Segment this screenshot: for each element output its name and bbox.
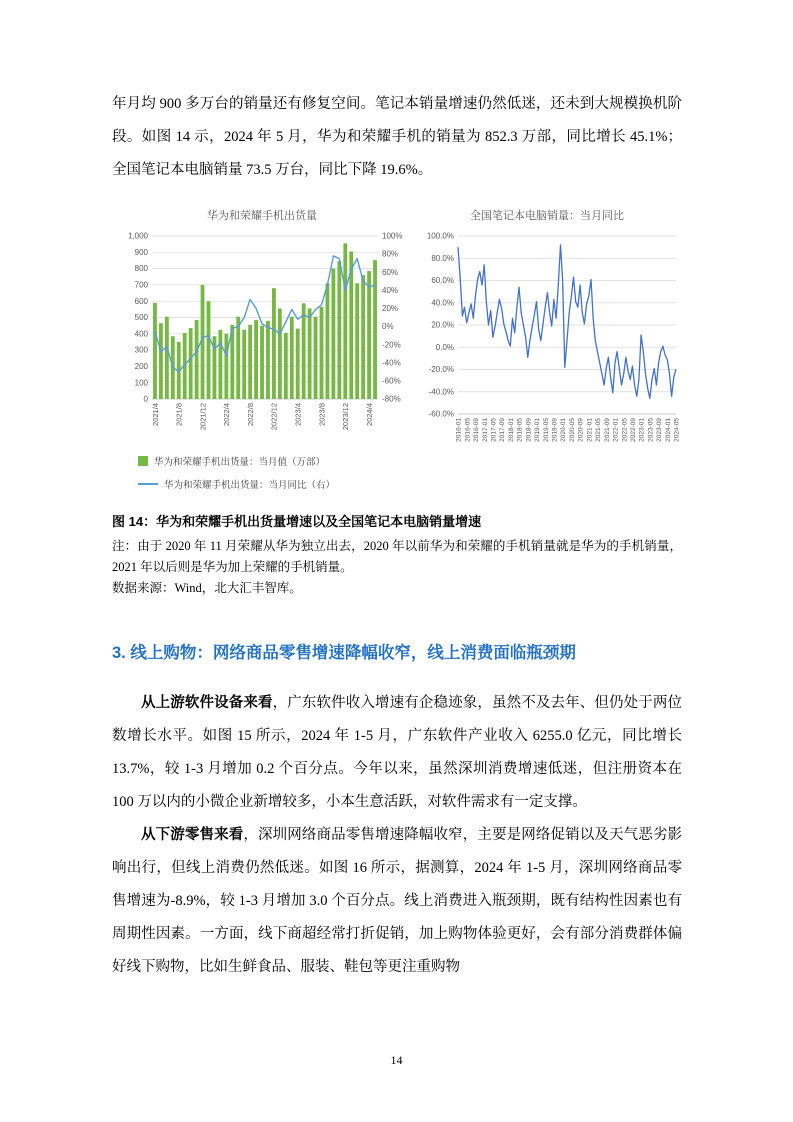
svg-text:2018-05: 2018-05: [516, 418, 524, 442]
figure-block: [112, 203, 682, 599]
svg-text:2024-01: 2024-01: [664, 418, 672, 442]
laptop-chart-canvas: [412, 229, 682, 459]
svg-text:2017-01: 2017-01: [481, 418, 489, 442]
svg-text:300: 300: [134, 345, 148, 355]
legend-bar-label: 华为和荣耀手机出货量：当月值（万部）: [154, 457, 326, 468]
svg-text:2021/8: 2021/8: [174, 403, 184, 426]
intro-paragraph: 年月均 900 多万台的销量还有修复空间。笔记本销量增速仍然低迷，还未到大规模换机阶段。如图 14 示，2024 年 5 月，华为和荣耀手机的销量为 852.3 万部，同比增长 45.1%；全国笔记本电脑销量 73.5 万台，同比下降 19.6%。: [112, 96, 682, 178]
svg-text:2021/12: 2021/12: [198, 403, 208, 431]
laptop-sales-chart: [412, 203, 682, 464]
software-paragraph-text: ，广东软件收入增速有企稳迹象，虽然不及去年、但仍处于两位数增长水平。如图 15 所示，2024 年 1-5 月，广东软件产业收入 6255.0 亿元，同比增长 13.7%，较 1-3 月增加 0.2 个百分点。今年以来，虽然深圳消费增速低迷，但注册资本在 100 万以内的小微企业新增较多，小本生意活跃，对软件需求有一定支撑。: [112, 695, 682, 810]
svg-text:2021-01: 2021-01: [586, 418, 594, 442]
legend-item-bar: [138, 454, 412, 468]
svg-text:100%: 100%: [382, 231, 403, 241]
svg-text:700: 700: [134, 280, 148, 290]
svg-text:-60.0%: -60.0%: [428, 409, 454, 419]
svg-text:2020-09: 2020-09: [577, 418, 585, 442]
svg-text:2023-09: 2023-09: [656, 418, 664, 442]
svg-text:2022-05: 2022-05: [621, 418, 629, 442]
svg-text:2023-01: 2023-01: [638, 418, 646, 442]
svg-text:2022-01: 2022-01: [612, 418, 620, 442]
svg-text:2019-05: 2019-05: [542, 418, 550, 442]
figure-source: 数据来源：Wind，北大汇丰智库。: [112, 581, 302, 595]
svg-text:2019-01: 2019-01: [534, 418, 542, 442]
svg-text:800: 800: [134, 264, 148, 274]
software-paragraph: [112, 687, 682, 819]
legend-line-swatch: [138, 483, 158, 485]
software-paragraph-lead: 从上游软件设备来看: [141, 695, 273, 711]
svg-text:2021/4: 2021/4: [150, 403, 160, 426]
svg-text:100.0%: 100.0%: [426, 231, 454, 241]
svg-text:2023/4: 2023/4: [293, 403, 303, 426]
svg-text:60.0%: 60.0%: [431, 276, 454, 286]
svg-text:500: 500: [134, 313, 148, 323]
svg-text:2016-09: 2016-09: [473, 418, 481, 442]
svg-text:2024/4: 2024/4: [364, 403, 374, 426]
svg-text:-20%: -20%: [382, 340, 401, 350]
svg-text:400: 400: [134, 329, 148, 339]
svg-text:-60%: -60%: [382, 376, 401, 386]
svg-text:2021-09: 2021-09: [603, 418, 611, 442]
svg-text:-40.0%: -40.0%: [428, 387, 454, 397]
svg-text:2022/4: 2022/4: [222, 403, 232, 426]
svg-text:2018-09: 2018-09: [525, 418, 533, 442]
svg-text:2020-01: 2020-01: [560, 418, 568, 442]
phone-chart-title: 华为和荣耀手机出货量: [207, 210, 317, 222]
svg-text:2017-05: 2017-05: [490, 418, 498, 442]
legend-item-line: [138, 477, 412, 491]
svg-text:600: 600: [134, 296, 148, 306]
svg-text:-20.0%: -20.0%: [428, 365, 454, 375]
svg-text:200: 200: [134, 362, 148, 371]
svg-text:2023/12: 2023/12: [341, 403, 351, 431]
phone-chart-canvas: [112, 229, 412, 441]
svg-text:2017-09: 2017-09: [499, 418, 507, 442]
svg-text:-40%: -40%: [382, 358, 401, 368]
svg-text:100: 100: [134, 378, 148, 388]
figure-note: 注：由于 2020 年 11 月荣耀从华为独立出去，2020 年以前华为和荣耀的手机销量就是华为的手机销量，2021 年以后则是华为加上荣耀的手机销量。: [112, 539, 682, 574]
svg-text:2023-05: 2023-05: [647, 418, 655, 442]
charts-row: [112, 203, 682, 500]
page-number: 14: [390, 1053, 403, 1067]
svg-text:0: 0: [143, 394, 148, 404]
svg-text:2016-05: 2016-05: [464, 418, 472, 442]
svg-text:900: 900: [134, 247, 148, 257]
svg-text:1,000: 1,000: [127, 231, 148, 241]
svg-text:2022/12: 2022/12: [269, 403, 279, 431]
svg-text:80%: 80%: [382, 249, 399, 259]
laptop-chart-title: 全国笔记本电脑销量：当月同比: [470, 210, 624, 222]
svg-text:2018-01: 2018-01: [507, 418, 515, 442]
svg-text:40%: 40%: [382, 285, 399, 295]
svg-text:0.0%: 0.0%: [435, 342, 454, 352]
retail-paragraph: [112, 819, 682, 984]
svg-text:0%: 0%: [382, 322, 394, 332]
figure-caption: 图 14：华为和荣耀手机出货量增速以及全国笔记本电脑销量增速: [112, 514, 482, 529]
svg-text:-80%: -80%: [382, 394, 401, 404]
svg-text:20.0%: 20.0%: [431, 320, 454, 330]
svg-text:2019-09: 2019-09: [551, 418, 559, 442]
svg-text:2016-01: 2016-01: [455, 418, 463, 442]
legend-line-label: 华为和荣耀手机出货量：当月同比（右）: [164, 480, 336, 491]
retail-paragraph-lead: 从下游零售来看: [141, 827, 244, 843]
legend-bar-swatch: [138, 456, 148, 466]
svg-text:2020-05: 2020-05: [568, 418, 576, 442]
svg-text:2022/8: 2022/8: [245, 403, 255, 426]
svg-text:2021-05: 2021-05: [595, 418, 603, 442]
svg-text:2023/8: 2023/8: [317, 403, 327, 426]
phone-shipments-chart: [112, 203, 412, 500]
svg-text:2024-05: 2024-05: [673, 418, 681, 442]
chart-legend: [112, 454, 412, 491]
svg-text:40.0%: 40.0%: [431, 298, 454, 308]
svg-text:20%: 20%: [382, 304, 399, 314]
svg-text:2022-09: 2022-09: [630, 418, 637, 442]
svg-text:80.0%: 80.0%: [431, 253, 454, 263]
svg-text:60%: 60%: [382, 267, 399, 277]
section-heading: 3. 线上购物：网络商品零售增速降幅收窄，线上消费面临瓶颈期: [112, 644, 576, 662]
retail-paragraph-text: ，深圳网络商品零售增速降幅收窄，主要是网络促销以及天气恶劣影响出行，但线上消费仍然低迷。如图 16 所示，据测算，2024 年 1-5 月，深圳网络商品零售增速为-8.9%，较 1-3 月增加 3.0 个百分点。线上消费进入瓶颈期，既有结构性因素也有周期性因素。一方面，线下商超经常打折促销，加上购物体验更好，会有部分消费群体偏好线下购物，比如生鲜食品、服装、鞋包等更注重购物: [112, 827, 682, 975]
page-content: [112, 88, 682, 984]
